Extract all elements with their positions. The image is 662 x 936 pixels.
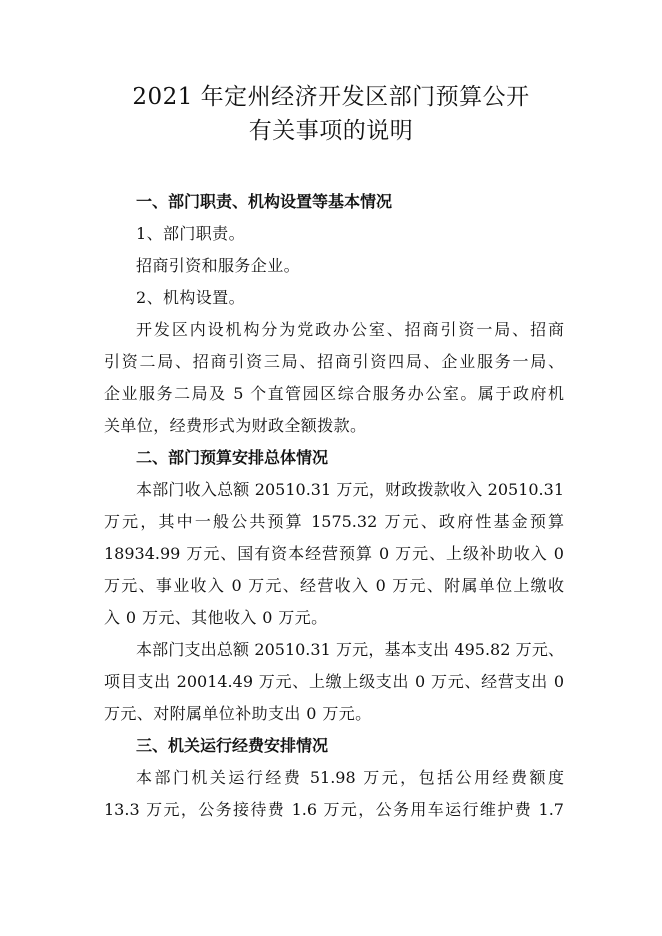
- document-body: [104, 186, 564, 826]
- body-line: 关单位，经费形式为财政全额拨款。: [104, 416, 367, 435]
- body-line: 万元、对附属单位补助支出 0 万元。: [104, 704, 372, 723]
- section-heading-budget-overview: 二、部门预算安排总体情况: [136, 448, 329, 467]
- title-line-1: 2021 年定州经济开发区部门预算公开: [132, 84, 530, 110]
- body-line: 入 0 万元、其他收入 0 万元。: [104, 608, 328, 627]
- body-line: 开发区内设机构分为党政办公室、招商引资一局、招商: [136, 320, 564, 339]
- body-line: 招商引资和服务企业。: [136, 256, 301, 275]
- body-line: 2、机构设置。: [136, 288, 245, 307]
- body-line: 13.3 万元，公务接待费 1.6 万元，公务用车运行维护费 1.7: [104, 800, 564, 819]
- body-line: 1、部门职责。: [136, 224, 245, 243]
- body-line: 万元、事业收入 0 万元、经营收入 0 万元、附属单位上缴收: [104, 576, 564, 595]
- body-line: 18934.99 万元、国有资本经营预算 0 万元、上级补助收入 0: [104, 544, 564, 563]
- section-heading-operating-expenses: 三、机关运行经费安排情况: [136, 736, 329, 755]
- body-line: 本部门收入总额 20510.31 万元，财政拨款收入 20510.31: [136, 480, 564, 499]
- body-line: 企业服务二局及 5 个直管园区综合服务办公室。属于政府机: [104, 384, 564, 403]
- body-line: 本部门机关运行经费 51.98 万元，包括公用经费额度: [136, 768, 564, 787]
- body-line: 本部门支出总额 20510.31 万元，基本支出 495.82 万元、: [136, 640, 564, 659]
- document-title: [0, 80, 662, 148]
- body-line: 引资二局、招商引资三局、招商引资四局、企业服务一局、: [104, 352, 564, 371]
- body-line: 项目支出 20014.49 万元、上缴上级支出 0 万元、经营支出 0: [104, 672, 564, 691]
- body-line: 万元，其中一般公共预算 1575.32 万元、政府性基金预算: [104, 512, 564, 531]
- section-heading-basic-info: 一、部门职责、机构设置等基本情况: [136, 192, 393, 211]
- title-line-2: 有关事项的说明: [248, 118, 414, 144]
